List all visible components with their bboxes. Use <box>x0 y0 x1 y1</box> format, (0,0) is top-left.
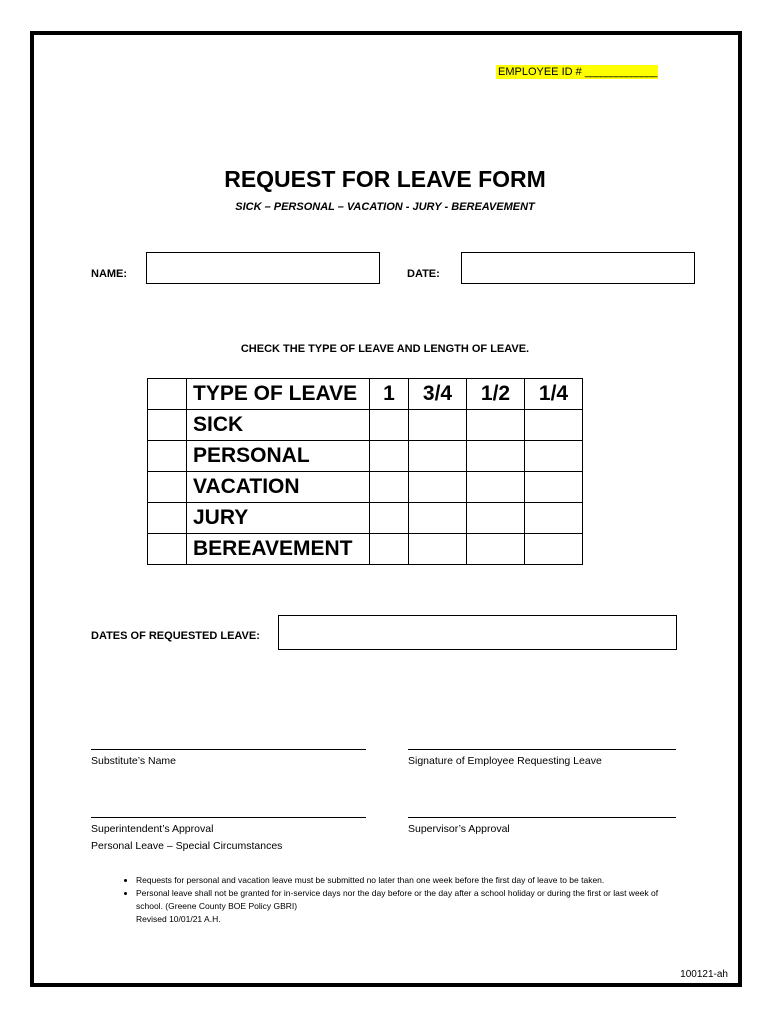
leave-type-bereavement: BEREAVEMENT <box>187 534 370 565</box>
vacation-three-quarter-cell[interactable] <box>409 472 467 503</box>
substitute-name-label: Substitute’s Name <box>91 755 177 767</box>
bereavement-full-day-cell[interactable] <box>370 534 409 565</box>
dates-requested-field[interactable] <box>278 615 677 650</box>
superintendent-sub-label: Personal Leave – Special Circumstances <box>91 840 283 852</box>
header-full-day: 1 <box>370 379 409 410</box>
bereavement-half-cell[interactable] <box>467 534 525 565</box>
name-label: NAME: <box>91 268 128 280</box>
table-row <box>148 472 583 503</box>
personal-three-quarter-cell[interactable] <box>409 441 467 472</box>
note-item: • Requests for personal and vacation leave must be submitted no later than one week before the first day of leave to be taken. <box>136 874 682 887</box>
personal-half-cell[interactable] <box>467 441 525 472</box>
bereavement-checkbox[interactable] <box>148 534 187 565</box>
leave-type-sick: SICK <box>187 410 370 441</box>
vacation-quarter-cell[interactable] <box>525 472 583 503</box>
substitute-signature-line[interactable] <box>91 749 366 750</box>
table-row <box>148 503 583 534</box>
sick-full-day-cell[interactable] <box>370 410 409 441</box>
vacation-checkbox[interactable] <box>148 472 187 503</box>
sick-three-quarter-cell[interactable] <box>409 410 467 441</box>
table-row <box>148 441 583 472</box>
vacation-full-day-cell[interactable] <box>370 472 409 503</box>
jury-full-day-cell[interactable] <box>370 503 409 534</box>
table-row <box>148 534 583 565</box>
bereavement-quarter-cell[interactable] <box>525 534 583 565</box>
employee-signature-line[interactable] <box>408 749 676 750</box>
leave-type-table <box>147 378 583 565</box>
bereavement-three-quarter-cell[interactable] <box>409 534 467 565</box>
table-header-row <box>148 379 583 410</box>
form-title: REQUEST FOR LEAVE FORM <box>224 166 546 192</box>
vacation-half-cell[interactable] <box>467 472 525 503</box>
sick-quarter-cell[interactable] <box>525 410 583 441</box>
jury-checkbox[interactable] <box>148 503 187 534</box>
jury-quarter-cell[interactable] <box>525 503 583 534</box>
leave-type-vacation: VACATION <box>187 472 370 503</box>
supervisor-approval-label: Supervisor’s Approval <box>408 823 510 835</box>
policy-notes <box>112 874 682 926</box>
check-instruction: CHECK THE TYPE OF LEAVE AND LENGTH OF LEAVE. <box>240 343 530 355</box>
employee-id-field[interactable] <box>496 65 658 79</box>
personal-full-day-cell[interactable] <box>370 441 409 472</box>
jury-three-quarter-cell[interactable] <box>409 503 467 534</box>
footer-code: 100121-ah <box>680 969 728 980</box>
superintendent-signature-line[interactable] <box>91 817 366 818</box>
employee-id-blank: ______________ <box>584 66 657 78</box>
dates-requested-label: DATES OF REQUESTED LEAVE: <box>91 630 260 642</box>
personal-checkbox[interactable] <box>148 441 187 472</box>
name-field[interactable] <box>146 252 380 284</box>
date-label: DATE: <box>407 268 440 280</box>
revised-note: Revised 10/01/21 A.H. <box>136 914 221 924</box>
employee-signature-label: Signature of Employee Requesting Leave <box>408 755 602 767</box>
sick-checkbox[interactable] <box>148 410 187 441</box>
header-quarter: 1/4 <box>525 379 583 410</box>
employee-id-label: EMPLOYEE ID # <box>498 66 582 78</box>
date-field[interactable] <box>461 252 695 284</box>
header-checkbox-cell <box>148 379 187 410</box>
personal-quarter-cell[interactable] <box>525 441 583 472</box>
leave-type-personal: PERSONAL <box>187 441 370 472</box>
header-half: 1/2 <box>467 379 525 410</box>
table-row <box>148 410 583 441</box>
supervisor-signature-line[interactable] <box>408 817 676 818</box>
superintendent-approval-label: Superintendent’s Approval <box>91 823 214 835</box>
sick-half-cell[interactable] <box>467 410 525 441</box>
leave-type-jury: JURY <box>187 503 370 534</box>
header-three-quarter: 3/4 <box>409 379 467 410</box>
jury-half-cell[interactable] <box>467 503 525 534</box>
note-item: • Personal leave shall not be granted for in-service days nor the day before or the day after a school holiday or during the first or last week of school. (Greene County BOE Policy GBRI) <box>136 887 682 913</box>
form-subtitle: SICK – PERSONAL – VACATION - JURY - BEREAVEMENT <box>235 201 535 213</box>
header-type-of-leave: TYPE OF LEAVE <box>187 379 370 410</box>
